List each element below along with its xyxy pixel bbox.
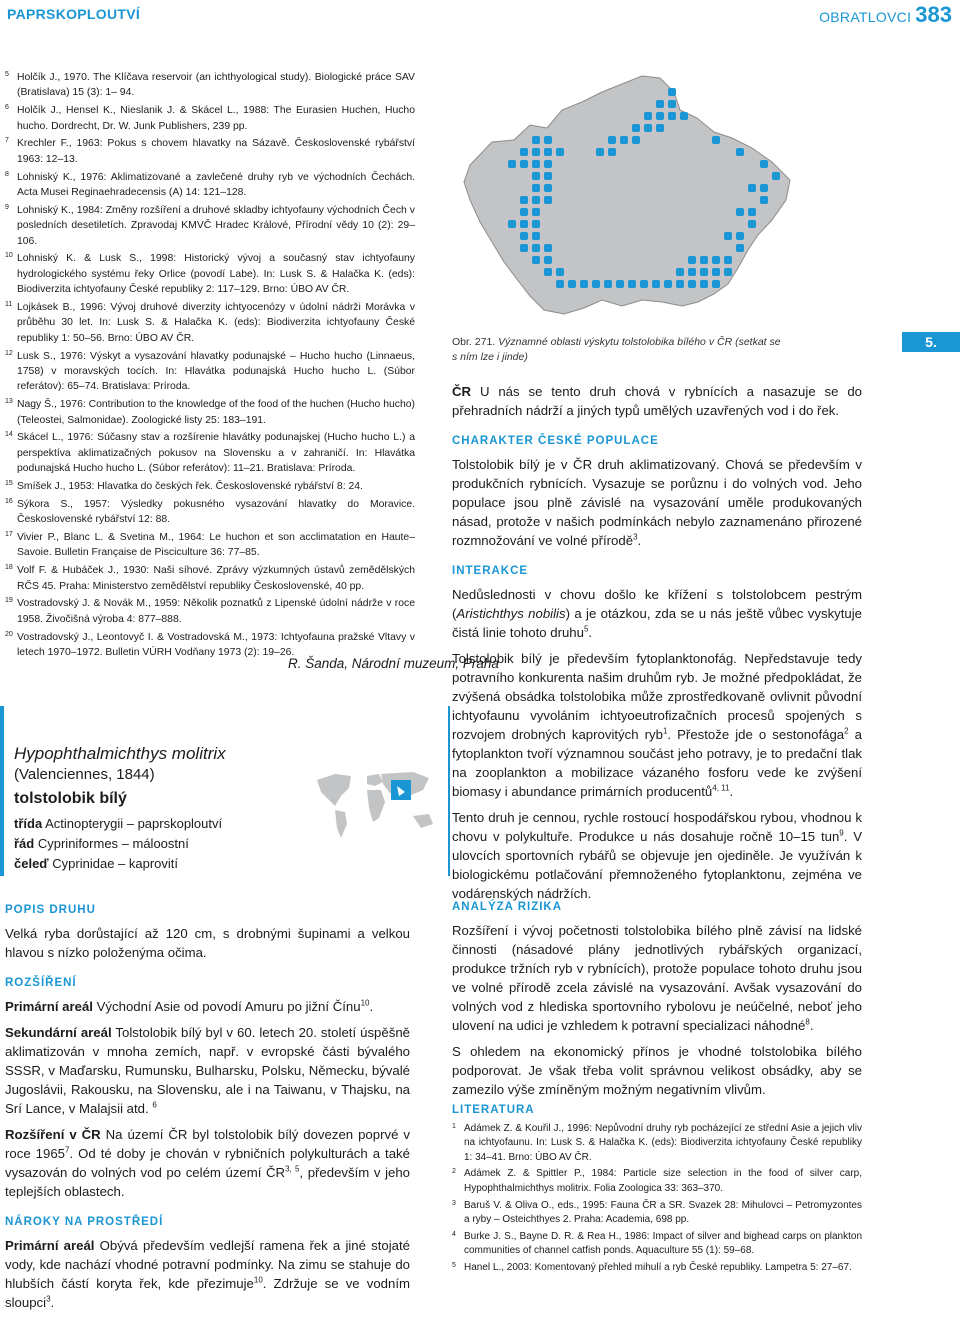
occurrence-dot <box>544 172 552 180</box>
reference-text: Lohniský K., 1976: Aklimatizované a zavlečené druhy ryb ve východních Čechách. Acta Musei Reginaehradecensis (A) 14: 121–128. <box>17 171 415 199</box>
occurrence-dot <box>596 148 604 156</box>
occurrence-dot <box>544 160 552 168</box>
occurrence-dot <box>644 112 652 120</box>
reference-text: Holčík J., 1970. The Klíčava reservoir (an ichthyological study). Biologické práce SAV (Bratislava) 15 (3): 1– 94. <box>17 72 415 99</box>
author-credit: R. Šanda, Národní muzeum, Praha <box>288 656 499 671</box>
heading-risk: ANALÝZA RIZIKA <box>452 901 563 913</box>
occurrence-dot <box>544 148 552 156</box>
reference-number: 7 <box>5 137 9 145</box>
reference-item <box>5 203 415 249</box>
reference-item <box>452 1122 862 1166</box>
reference-item <box>5 563 415 594</box>
reference-item <box>5 70 415 101</box>
reference-number: 9 <box>5 203 9 211</box>
secondary-range-paragraph: Sekundární areál Tolstolobik bílý byl v 60. letech 20. století úspěšně aklimatizován v mnoha zemích, např. v evropské části bývalého SSSR, v Maďarsku, Rumunsku, Bulharsku, Polsku, Německu, bývalé Jugoslávii, Rakousku, na Slovensku, ale i na Taiwanu, v Thajsku, na Srí Lance, v Malajsii atd. $^6$ <box>5 1025 410 1116</box>
risk-paragraph-1: Rozšíření i vývoj početnosti tolstolobika bílého plně závisí na lidské činnosti (násadové plány jednotlivých rybářských organizací, produkce tržních ryb v rybnících), protože populace tohoto druhu jsou ve volné přírodě zcela závislé na vysazování. Avšak vysazování do volných vod z hlediska sportovního rybolovu je neúčelné, neboť jeho ulovení na udici je vzhledem k potravní specializaci náhodné$^8$. <box>452 923 862 1033</box>
reference-text: Burke J. S., Bayne D. R. & Rea H., 1986: Impact of silver and bighead carps on plankton communities of channel catfish ponds. Aquaculture 55 (1): 59–68. <box>464 1230 862 1257</box>
reference-number: 12 <box>5 349 13 357</box>
reference-number: 6 <box>5 104 9 112</box>
running-header-left: PAPRSKOPLOUTVÍ <box>7 6 141 22</box>
section-title: OBRATLOVCI <box>819 9 912 25</box>
occurrence-dot <box>544 244 552 252</box>
occurrence-dot <box>700 256 708 264</box>
occurrence-dot <box>712 268 720 276</box>
reference-text: Baruš V. & Oliva O., eds., 1995: Fauna ČR a SR. Svazek 28: Mihulovci – Petromyzontes a ryby – Osteichthyes 2. Praha: Academia, 698 pp. <box>464 1199 862 1226</box>
reference-item <box>5 397 415 428</box>
reference-number: 4 <box>452 1230 456 1238</box>
heading-interactions: INTERAKCE <box>452 565 529 577</box>
occurrence-dot <box>736 148 744 156</box>
reference-item <box>452 1230 862 1259</box>
reference-text: Sýkora S., 1957: Výsledky pokusného vysazování hlavatky do Moravice. Československé rybářství 12: 88. <box>17 498 415 526</box>
occurrence-dot <box>688 256 696 264</box>
occurrence-dot <box>676 280 684 288</box>
czech-range-paragraph: Rozšíření v ČR Na území ČR byl tolstolobik bílý dovezen poprvé v roce 1965$^7$. Od té doby je chován v rybničních polykulturách a také vysazován do volných vod po celém území ČR$^{3, 5}$, především v jeho teplejších oblastech. <box>5 1127 411 1199</box>
occurrence-dot <box>520 244 528 252</box>
occurrence-dot <box>532 136 540 144</box>
species-box-bar <box>0 706 4 876</box>
primary-range-paragraph: Primární areál Východní Asie od povodí Amuru po jižní Čínu$^{10}$. <box>5 998 374 1014</box>
reference-number: 1 <box>452 1122 456 1130</box>
occurrence-dot <box>736 232 744 240</box>
literature-list <box>452 1122 862 1276</box>
taxonomy-class: třída Actinopterygii – paprskoploutví <box>14 816 223 831</box>
occurrence-dot <box>640 280 648 288</box>
reference-number: 16 <box>5 497 13 505</box>
occurrence-dot <box>656 124 664 132</box>
occurrence-dot <box>604 280 612 288</box>
reference-item <box>5 300 415 346</box>
reference-item <box>5 251 415 297</box>
character-paragraph: Tolstolobik bílý je v ČR druh aklimatizovaný. Chová se především v produkčních rybnících. Vysazuje se porůznu i do volných vod. Jeho populace jsou plně závislé na vysazování uměle produkovaných násad, protože v našich podmínkách nebylo zaznamenáno přirozené rozmnožování ve volné přírodě$^3$. <box>452 457 862 548</box>
occurrence-dot <box>700 280 708 288</box>
reference-item <box>5 530 415 561</box>
reference-item <box>5 170 415 201</box>
reference-text: Adámek Z. & Spittler P., 1984: Particle size selection in the food of silver carp, Hypophthalmichthys molitrix. Folia Zoologica 33: 363–370. <box>464 1168 862 1194</box>
occurrence-dot <box>616 280 624 288</box>
occurrence-dot <box>532 232 540 240</box>
reference-text: Lojkásek B., 1996: Vývoj druhové diverzity ichtyocenózy v údolní nádrži Morávka v průběhu 30 let. In: Lusk S. & Halačka K. (eds): Biodiverzita ichtyofauny České republiky 1: 50–56. Brno: ÚBO AV ČR. <box>17 302 415 344</box>
reference-text: Nagy Š., 1976: Contribution to the knowledge of the food of the huchen (Hucho hucho) (Teleostei, Salmonidae). Zoologické listy 25: 183–191. <box>17 399 415 426</box>
occurrence-dot <box>632 124 640 132</box>
occurrence-dot <box>508 220 516 228</box>
occurrence-dot <box>544 136 552 144</box>
occurrence-dot <box>568 280 576 288</box>
occurrence-dot <box>748 220 756 228</box>
occurrence-dot <box>520 208 528 216</box>
occurrence-dot <box>668 112 676 120</box>
world-map-icon <box>305 766 445 844</box>
occurrence-dot <box>688 268 696 276</box>
interactions-paragraph-3: Tento druh je cennou, rychle rostoucí hospodářskou rybou, vhodnou k chovu v polykultuře. Produkce u nás dosahuje ročně 10–15 tun$^9$. V ulovcích sportovních rybářů se objevuje jen ojediněle. Je využíván k biologickému potlačování přemnoženého fytoplanktonu, zejména ve vodárenských nádržích. <box>452 810 862 901</box>
occurrence-dot <box>532 220 540 228</box>
reference-number: 17 <box>5 531 13 539</box>
occurrence-dot <box>700 268 708 276</box>
occurrence-dot <box>532 172 540 180</box>
reference-text: Vivier P., Blanc L. & Svetina M., 1964: Le huchon et son acclimatation en Haute–Savoie. Bulletin Française de Pisciculture 36: 77–85. <box>17 532 415 559</box>
reference-number: 3 <box>452 1199 456 1207</box>
reference-number: 11 <box>5 301 13 309</box>
occurrence-dot <box>520 232 528 240</box>
occurrence-dot <box>652 280 660 288</box>
heading-description: POPIS DRUHU <box>5 904 96 916</box>
heading-requirements: NÁROKY NA PROSTŘEDÍ <box>5 1216 164 1228</box>
right-column-lower <box>452 892 862 1106</box>
description-paragraph: Velká ryba dorůstající až 120 cm, s drobnými šupinami a velkou hlavou s nízko položenýma očima. <box>5 926 410 960</box>
occurrence-dot <box>748 184 756 192</box>
reference-number: 8 <box>5 170 9 178</box>
reference-text: Hanel L., 2003: Komentovaný přehled mihulí a ryb České republiky. Lampetra 5: 27–67. <box>464 1261 852 1273</box>
occurrence-dot <box>544 268 552 276</box>
occurrence-dot <box>556 280 564 288</box>
occurrence-dot <box>556 268 564 276</box>
occurrence-dot <box>712 280 720 288</box>
references-list <box>5 70 415 663</box>
occurrence-dot <box>712 136 720 144</box>
reference-item <box>5 430 415 476</box>
reference-item <box>452 1199 862 1228</box>
occurrence-dot <box>760 184 768 192</box>
occurrence-dot <box>532 160 540 168</box>
left-column-lower <box>5 895 410 1319</box>
reference-item <box>452 1167 862 1196</box>
occurrence-dot <box>668 88 676 96</box>
figure-caption-text: Významné oblasti výskytu tolstolobika bílého v ČR (setkat se s ním lze i jinde) <box>452 336 781 363</box>
figure-label: Obr. 271. <box>452 336 496 348</box>
reference-item <box>5 596 415 627</box>
figure-caption <box>452 335 782 365</box>
heading-distribution: ROZŠÍŘENÍ <box>5 977 77 989</box>
reference-number: 2 <box>452 1168 456 1176</box>
interactions-paragraph-2: Tolstolobik bílý je především fytoplanktonofág. Nepředstavuje tedy potravního konkurenta našim druhům ryb. Je možné předpokládat, že zvýšená obsádka tolstolobika může zprostředkovaně ovlivnit původní ichtyofaunu vyvoláním ichtyoeutrofizačních procesů spojených s rozvojem drobných kaprovitých ryb$^1$. Přestože jde o sestonofága$^2$ a fytoplankton tvoří významnou součást jeho potravy, je to predační tlak na zooplankton a mobilizace vázaného fosforu vede ke zvýšení biomasy i abundance primárních producentů$^{4, 11}$. <box>452 651 863 799</box>
occurrence-dot <box>508 160 516 168</box>
occurrence-dot <box>736 208 744 216</box>
reference-item <box>5 136 415 167</box>
occurrence-dot <box>544 196 552 204</box>
occurrence-dot <box>772 172 780 180</box>
occurrence-dot <box>712 256 720 264</box>
page-number: 383 <box>915 2 952 27</box>
reference-number: 15 <box>5 480 13 488</box>
reference-number: 10 <box>5 252 13 260</box>
occurrence-dot <box>544 256 552 264</box>
reference-item <box>5 497 415 528</box>
intro-paragraph: ČR U nás se tento druh chová v rybnících a nasazuje se do přehradních nádrží a jiných typů umělých uzavřených vod i do řek. <box>452 384 862 418</box>
risk-paragraph-2: S ohledem na ekonomický přínos je vhodné tolstolobika bílého podporovat. Je však třeba volit správnou velikost obsádky, aby se zamezilo výše zmíněným možným negativním vlivům. <box>452 1044 862 1097</box>
occurrence-dot <box>644 124 652 132</box>
reference-item <box>452 1261 862 1276</box>
czech-republic-map <box>452 70 802 330</box>
occurrence-dot <box>748 208 756 216</box>
occurrence-dot <box>656 112 664 120</box>
species-authority: (Valenciennes, 1844) <box>14 766 155 783</box>
reference-text: Holčík J., Hensel K., Nieslanik J. & Skácel L., 1988: The Eurasien Huchen, Hucho hucho. Dordrecht, Dr. W. Junk Publishers, 239 pp. <box>17 105 415 132</box>
occurrence-dot <box>628 280 636 288</box>
reference-number: 18 <box>5 564 13 572</box>
chapter-tab: 5. <box>902 332 960 352</box>
reference-number: 19 <box>5 597 13 605</box>
occurrence-dot <box>736 244 744 252</box>
reference-text: Adámek Z. & Kouřil J., 1996: Nepůvodní druhy ryb pocházející ze střední Asie a jejich vliv na ichtyofaunu. In: Lusk S. & Halačka K. (eds): Biodiverzita ichtyofauny České republiky 1: 34–41. Brno: ÚBO AV ČR. <box>464 1122 862 1163</box>
occurrence-dot <box>620 136 628 144</box>
occurrence-dot <box>556 148 564 156</box>
occurrence-dot <box>532 148 540 156</box>
literature-section <box>452 1103 862 1278</box>
reference-item <box>5 349 415 395</box>
occurrence-dot <box>608 136 616 144</box>
species-box <box>0 706 450 876</box>
reference-text: Vostradovský J. & Novák M., 1959: Několik poznatků z Lipenské údolní nádrže v roce 1958. Živočišná výroba 4: 877–888. <box>17 598 415 625</box>
occurrence-dot <box>676 268 684 276</box>
occurrence-dot <box>656 100 664 108</box>
occurrence-dot <box>532 184 540 192</box>
czech-name: tolstolobik bílý <box>14 790 127 807</box>
reference-number: 5 <box>452 1261 456 1269</box>
reference-number: 13 <box>5 398 13 406</box>
occurrence-dot <box>760 160 768 168</box>
reference-number: 14 <box>5 431 13 439</box>
reference-text: Smíšek J., 1953: Hlavatka do českých řek. Československé rybářství 8: 24. <box>17 481 363 493</box>
occurrence-dot <box>668 100 676 108</box>
occurrence-dot <box>724 256 732 264</box>
right-column-upper <box>452 382 862 910</box>
reference-text: Lohniský K., 1984: Změny rozšíření a druhové skladby ichtyofauny východních Čech v posledních desetiletích. Zpravodaj KMVČ Hradec Králové, Přírodní vědy 10 (2): 29–106. <box>17 204 415 247</box>
scientific-name: Hypophthalmichthys molitrix <box>14 744 226 763</box>
reference-text: Vostradovský J., Leontovyč I. & Vostradovská M., 1973: Ichtyofauna pražské Vltavy v letech 1970–1972. Bulletin VÚRH Vodňany 1973 (2): 19–26. <box>17 631 415 659</box>
interactions-paragraph-1: Nedůslednosti v chovu došlo ke křížení s tolstolobcem pestrým (Aristichthys nobilis) a je otázkou, zda se u nás ještě vůbec vyskytuje čistá linie tohoto druhu$^5$. <box>452 587 863 640</box>
heading-character: CHARAKTER ČESKÉ POPULACE <box>452 435 659 447</box>
reference-item <box>5 479 415 494</box>
occurrence-dot <box>632 136 640 144</box>
occurrence-dot <box>760 196 768 204</box>
occurrence-dot <box>532 208 540 216</box>
reference-text: Krechler F., 1963: Pokus s chovem hlavatky na Sázavě. Československé rybářství 1963: 12–13. <box>17 138 415 165</box>
reference-item <box>5 103 415 134</box>
occurrence-dot <box>532 256 540 264</box>
occurrence-dot <box>532 244 540 252</box>
reference-number: 5 <box>5 71 9 78</box>
occurrence-dot <box>532 196 540 204</box>
heading-literature: LITERATURA <box>452 1104 535 1116</box>
taxonomy-order: řád Cypriniformes – máloostní <box>14 836 189 851</box>
running-header-right <box>819 2 952 28</box>
occurrence-dot <box>724 268 732 276</box>
occurrence-dot <box>680 112 688 120</box>
occurrence-dot <box>520 196 528 204</box>
occurrence-dot <box>664 280 672 288</box>
reference-text: Lohniský K. & Lusk S., 1998: Historický vývoj a současný stav ichtyofauny hydrologického systému řeky Orlice (povodí Labe). In: Lusk S. & Halačka K. (eds): Biodiverzita ichtyofauny České republiky 2: 117–129. Brno: ÚBO AV ČR. <box>17 253 415 296</box>
occurrence-dot <box>688 280 696 288</box>
reference-text: Skácel L., 1976: Súčasny stav a rozšírenie hlavátky podunajskej (Hucho hucho L.) a perspektíva aklimatizačných pokusov na Slovensku a v zahraničí. In: Hlavátka podunajská Hucho hucho L. (Súbor referátov): 11–21. Bratislava: Príroda. <box>17 432 415 475</box>
occurrence-dot <box>592 280 600 288</box>
requirements-paragraph: Primární areál Obývá především vedlejší ramena řek a jiné stojaté vody, kde nachází vhodné potravní podmínky. Na zimu se stahuje do hlubších částí koryta řek, kde přezimuje$^{10}$. Zdržuje se ve vodním sloupci$^3$. <box>5 1238 410 1310</box>
occurrence-dot <box>608 148 616 156</box>
occurrence-dot <box>544 184 552 192</box>
taxonomy-family: čeleď Cyprinidae – kaprovití <box>14 856 179 871</box>
reference-text: Volf F. & Hubáček J., 1930: Naši síhové. Zprávy výzkumných ústavů zemědělských RČS 45. Praha: Ministerstvo zemědělství republiky Československé, 40 pp. <box>17 565 415 592</box>
occurrence-dot <box>724 232 732 240</box>
reference-number: 20 <box>5 630 13 638</box>
occurrence-dot <box>520 220 528 228</box>
reference-text: Lusk S., 1976: Výskyt a vysazování hlavatky podunajské – Hucho hucho (Linnaeus, 1758) v moravských tocích. In: Hlavátka podunajská Hucho hucho L. (Súbor referátov): 65–74. Bratislava: Príroda. <box>17 350 415 393</box>
occurrence-dot <box>520 160 528 168</box>
occurrence-dot <box>520 148 528 156</box>
occurrence-dot <box>580 280 588 288</box>
